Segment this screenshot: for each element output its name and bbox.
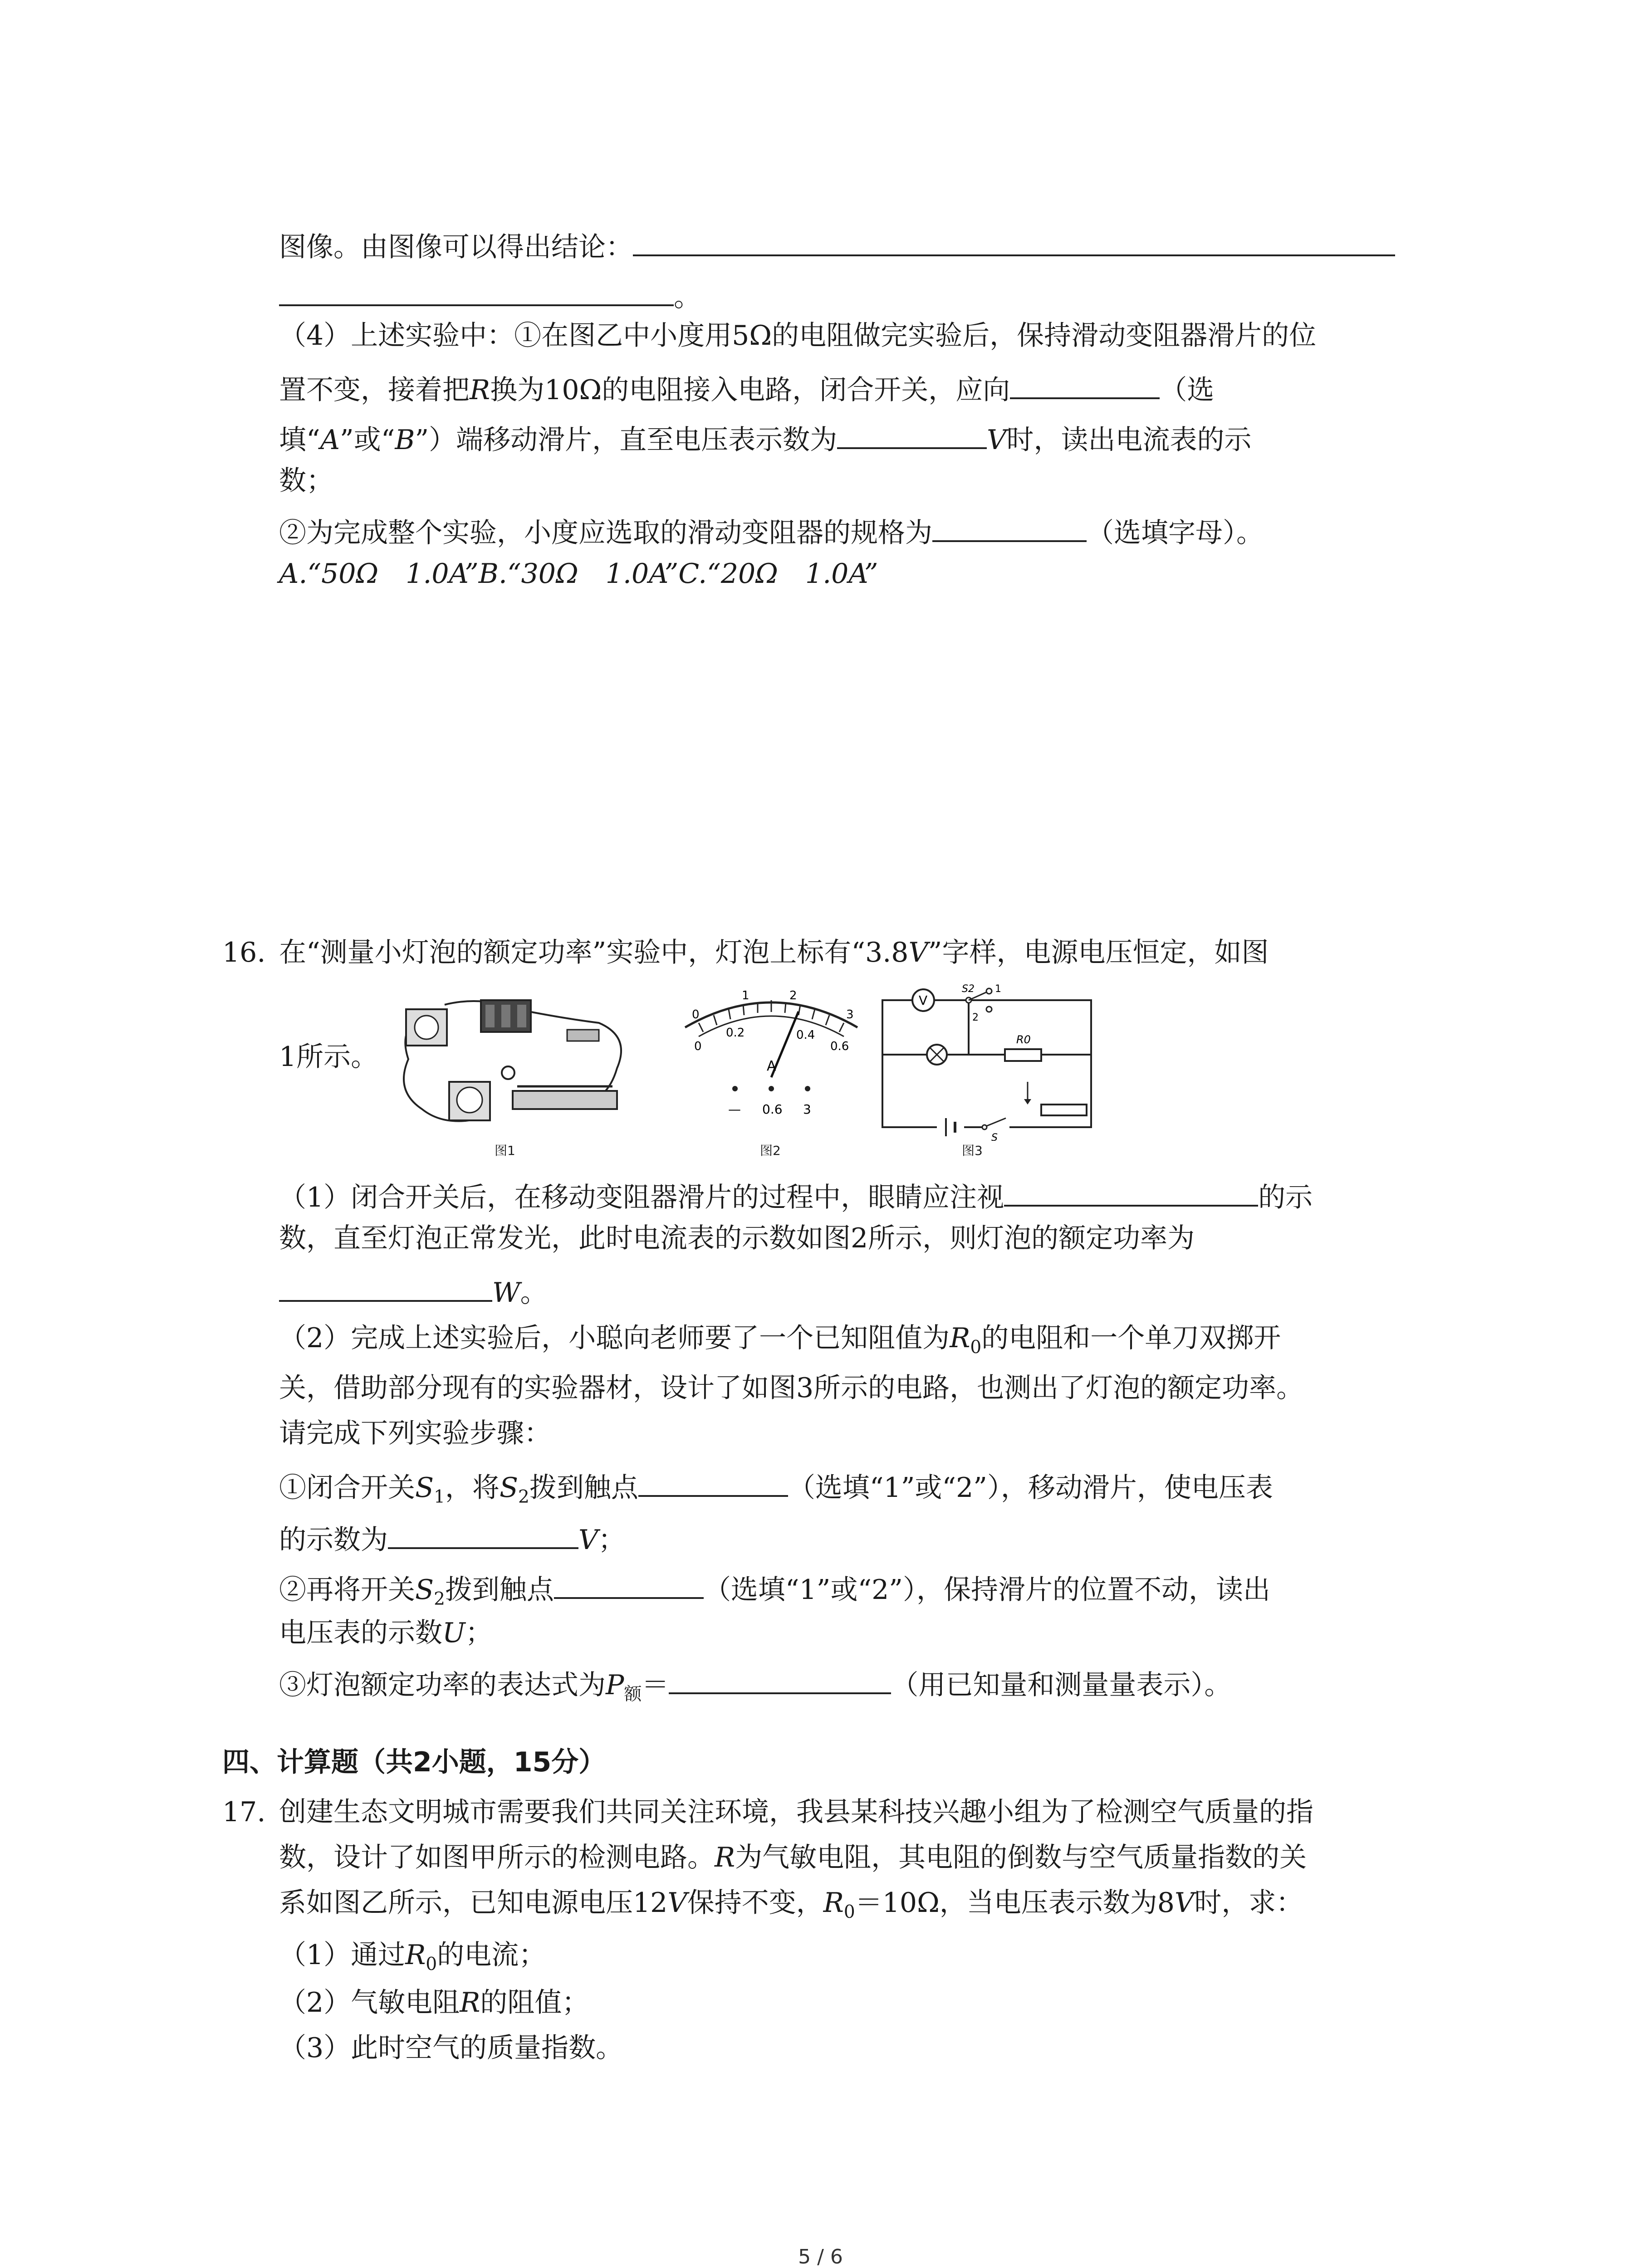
answer-blank[interactable]	[837, 417, 987, 449]
ammeter-scale-0: 0	[694, 1040, 702, 1053]
figure-1-circuit-photo	[390, 991, 644, 1158]
ammeter-terminal-neg: —	[728, 1102, 741, 1117]
answer-blank[interactable]	[554, 1567, 704, 1599]
q17-line-b: 数，设计了如图甲所示的检测电路。R为气敏电阻，其电阻的倒数与空气质量指数的关	[279, 1842, 1307, 1873]
ammeter-outer-1: 1	[742, 989, 749, 1002]
figure-1-caption: 图1	[495, 1143, 515, 1158]
svg-text:2: 2	[972, 1012, 979, 1023]
figure-3-schematic	[878, 982, 1096, 1158]
q15-part4-line-c: 填“A”或“B”）端移动滑片，直至电压表示数为 V时，读出电流表的示	[279, 417, 1252, 458]
figure-2-caption: 图2	[760, 1143, 781, 1158]
q17-item-2: （2）气敏电阻R的阻值；	[279, 1987, 589, 2019]
q15-part4-line-e: ②为完成整个实验，小度应选取的滑动变阻器的规格为 （选填字母）。	[279, 510, 1264, 551]
q16-p1-line-c: W。	[279, 1270, 548, 1311]
q16-p2-line-c: 请完成下列实验步骤：	[279, 1418, 551, 1449]
q15-part4-line-a: （4）上述实验中：①在图乙中小度用5Ω的电阻做完实验后，保持滑动变阻器滑片的位	[279, 320, 1317, 352]
ammeter-scale-02: 0.2	[726, 1026, 745, 1040]
ammeter-scale-06: 0.6	[830, 1040, 849, 1053]
answer-blank[interactable]	[669, 1662, 891, 1694]
figure-3-caption: 图3	[962, 1143, 983, 1158]
q15-conclusion-line: 图像。由图像可以得出结论：	[279, 225, 1395, 265]
svg-text:S: S	[991, 1132, 998, 1141]
ammeter-outer-3: 3	[846, 1008, 854, 1022]
ammeter-terminal-3: 3	[803, 1102, 811, 1117]
answer-blank[interactable]	[932, 510, 1087, 542]
q17-number: 17.	[222, 1796, 266, 1828]
ammeter-outer-2: 2	[789, 989, 797, 1002]
section-4-heading: 四、计算题（共2小题，15分）	[222, 1746, 606, 1778]
q15-part4-line-b: 置不变，接着把R换为10Ω的电阻接入电路，闭合开关，应向 （选	[279, 367, 1214, 408]
q16-intro-line-b: 1所示。	[279, 1041, 378, 1073]
figure-3-drawing	[878, 982, 1096, 1141]
q16-p2-line-b: 关，借助部分现有的实验器材，设计了如图3所示的电路，也测出了灯泡的额定功率。	[279, 1372, 1304, 1404]
q16-step2-line-b: 电压表的示数U；	[279, 1617, 493, 1649]
ammeter-scale-04: 0.4	[796, 1028, 815, 1042]
figure-2-ammeter	[676, 987, 867, 1158]
q17-line-c: 系如图乙所示，已知电源电压12V保持不变，$R_0=10\Omega$，当电压表示数为8V时，求：	[279, 1887, 1303, 1922]
q15-conclusion-line-2: 。	[279, 274, 701, 315]
ammeter-terminal-06: 0.6	[762, 1102, 783, 1117]
ammeter-outer-0: 0	[692, 1008, 700, 1022]
rheostat-symbol	[1041, 1105, 1087, 1115]
ammeter-unit: A	[767, 1058, 776, 1074]
q17-item-3: （3）此时空气的质量指数。	[279, 2032, 623, 2064]
answer-blank[interactable]	[279, 274, 674, 306]
q16-step3-line: ③灯泡额定功率的表达式为$P_额=$ （用已知量和测量量表示）。	[279, 1662, 1231, 1713]
page-number: 5 / 6	[798, 2245, 843, 2268]
q16-p2-line-a: （2）完成上述实验后，小聪向老师要了一个已知阻值为$R_0$的电阻和一个单刀双掷开	[279, 1322, 1281, 1358]
answer-blank[interactable]	[638, 1465, 788, 1497]
q16-intro-line-a: 在“测量小灯泡的额定功率”实验中，灯泡上标有“3.8V”字样，电源电压恒定，如图	[279, 937, 1269, 968]
q15-part4-line-d: 数；	[279, 465, 333, 497]
svg-text:S2: S2	[962, 983, 975, 995]
figure-1-drawing	[390, 991, 644, 1141]
q17-line-a: 创建生态文明城市需要我们共同关注环境，我县某科技兴趣小组为了检测空气质量的指	[279, 1796, 1313, 1828]
answer-blank[interactable]	[1010, 367, 1160, 399]
q16-p1-line-b: 数，直至灯泡正常发光，此时电流表的示数如图2所示，则灯泡的额定功率为	[279, 1222, 1195, 1254]
q16-number: 16.	[222, 937, 266, 968]
svg-text:R0: R0	[1016, 1033, 1031, 1046]
answer-blank[interactable]	[388, 1517, 578, 1549]
q17-item-1: （1）通过$R_0$的电流；	[279, 1939, 546, 1975]
resistor-r0-symbol	[1005, 1049, 1041, 1061]
q16-p1-line-a: （1）闭合开关后，在移动变阻器滑片的过程中，眼睛应注视 的示	[279, 1175, 1313, 1216]
answer-blank[interactable]	[633, 225, 1395, 256]
q16-step2-line-a: ②再将开关$S_2$拨到触点 （选填“1”或“2”），保持滑片的位置不动，读出	[279, 1567, 1270, 1618]
q15-options: A.“50Ω 1.0A”B.“30Ω 1.0A”C.“20Ω 1.0A”	[279, 558, 878, 590]
svg-text:V: V	[919, 993, 928, 1008]
q16-step1-line-b: 的示数为 V；	[279, 1517, 625, 1558]
q16-step1-line-a: ①闭合开关$S_1$，将$S_2$拨到触点 （选填“1”或“2”），移动滑片，使电压表	[279, 1465, 1273, 1515]
figure-2-drawing	[676, 987, 867, 1141]
answer-blank[interactable]	[279, 1270, 492, 1302]
svg-text:1: 1	[995, 983, 1001, 995]
answer-blank[interactable]	[1004, 1175, 1258, 1207]
